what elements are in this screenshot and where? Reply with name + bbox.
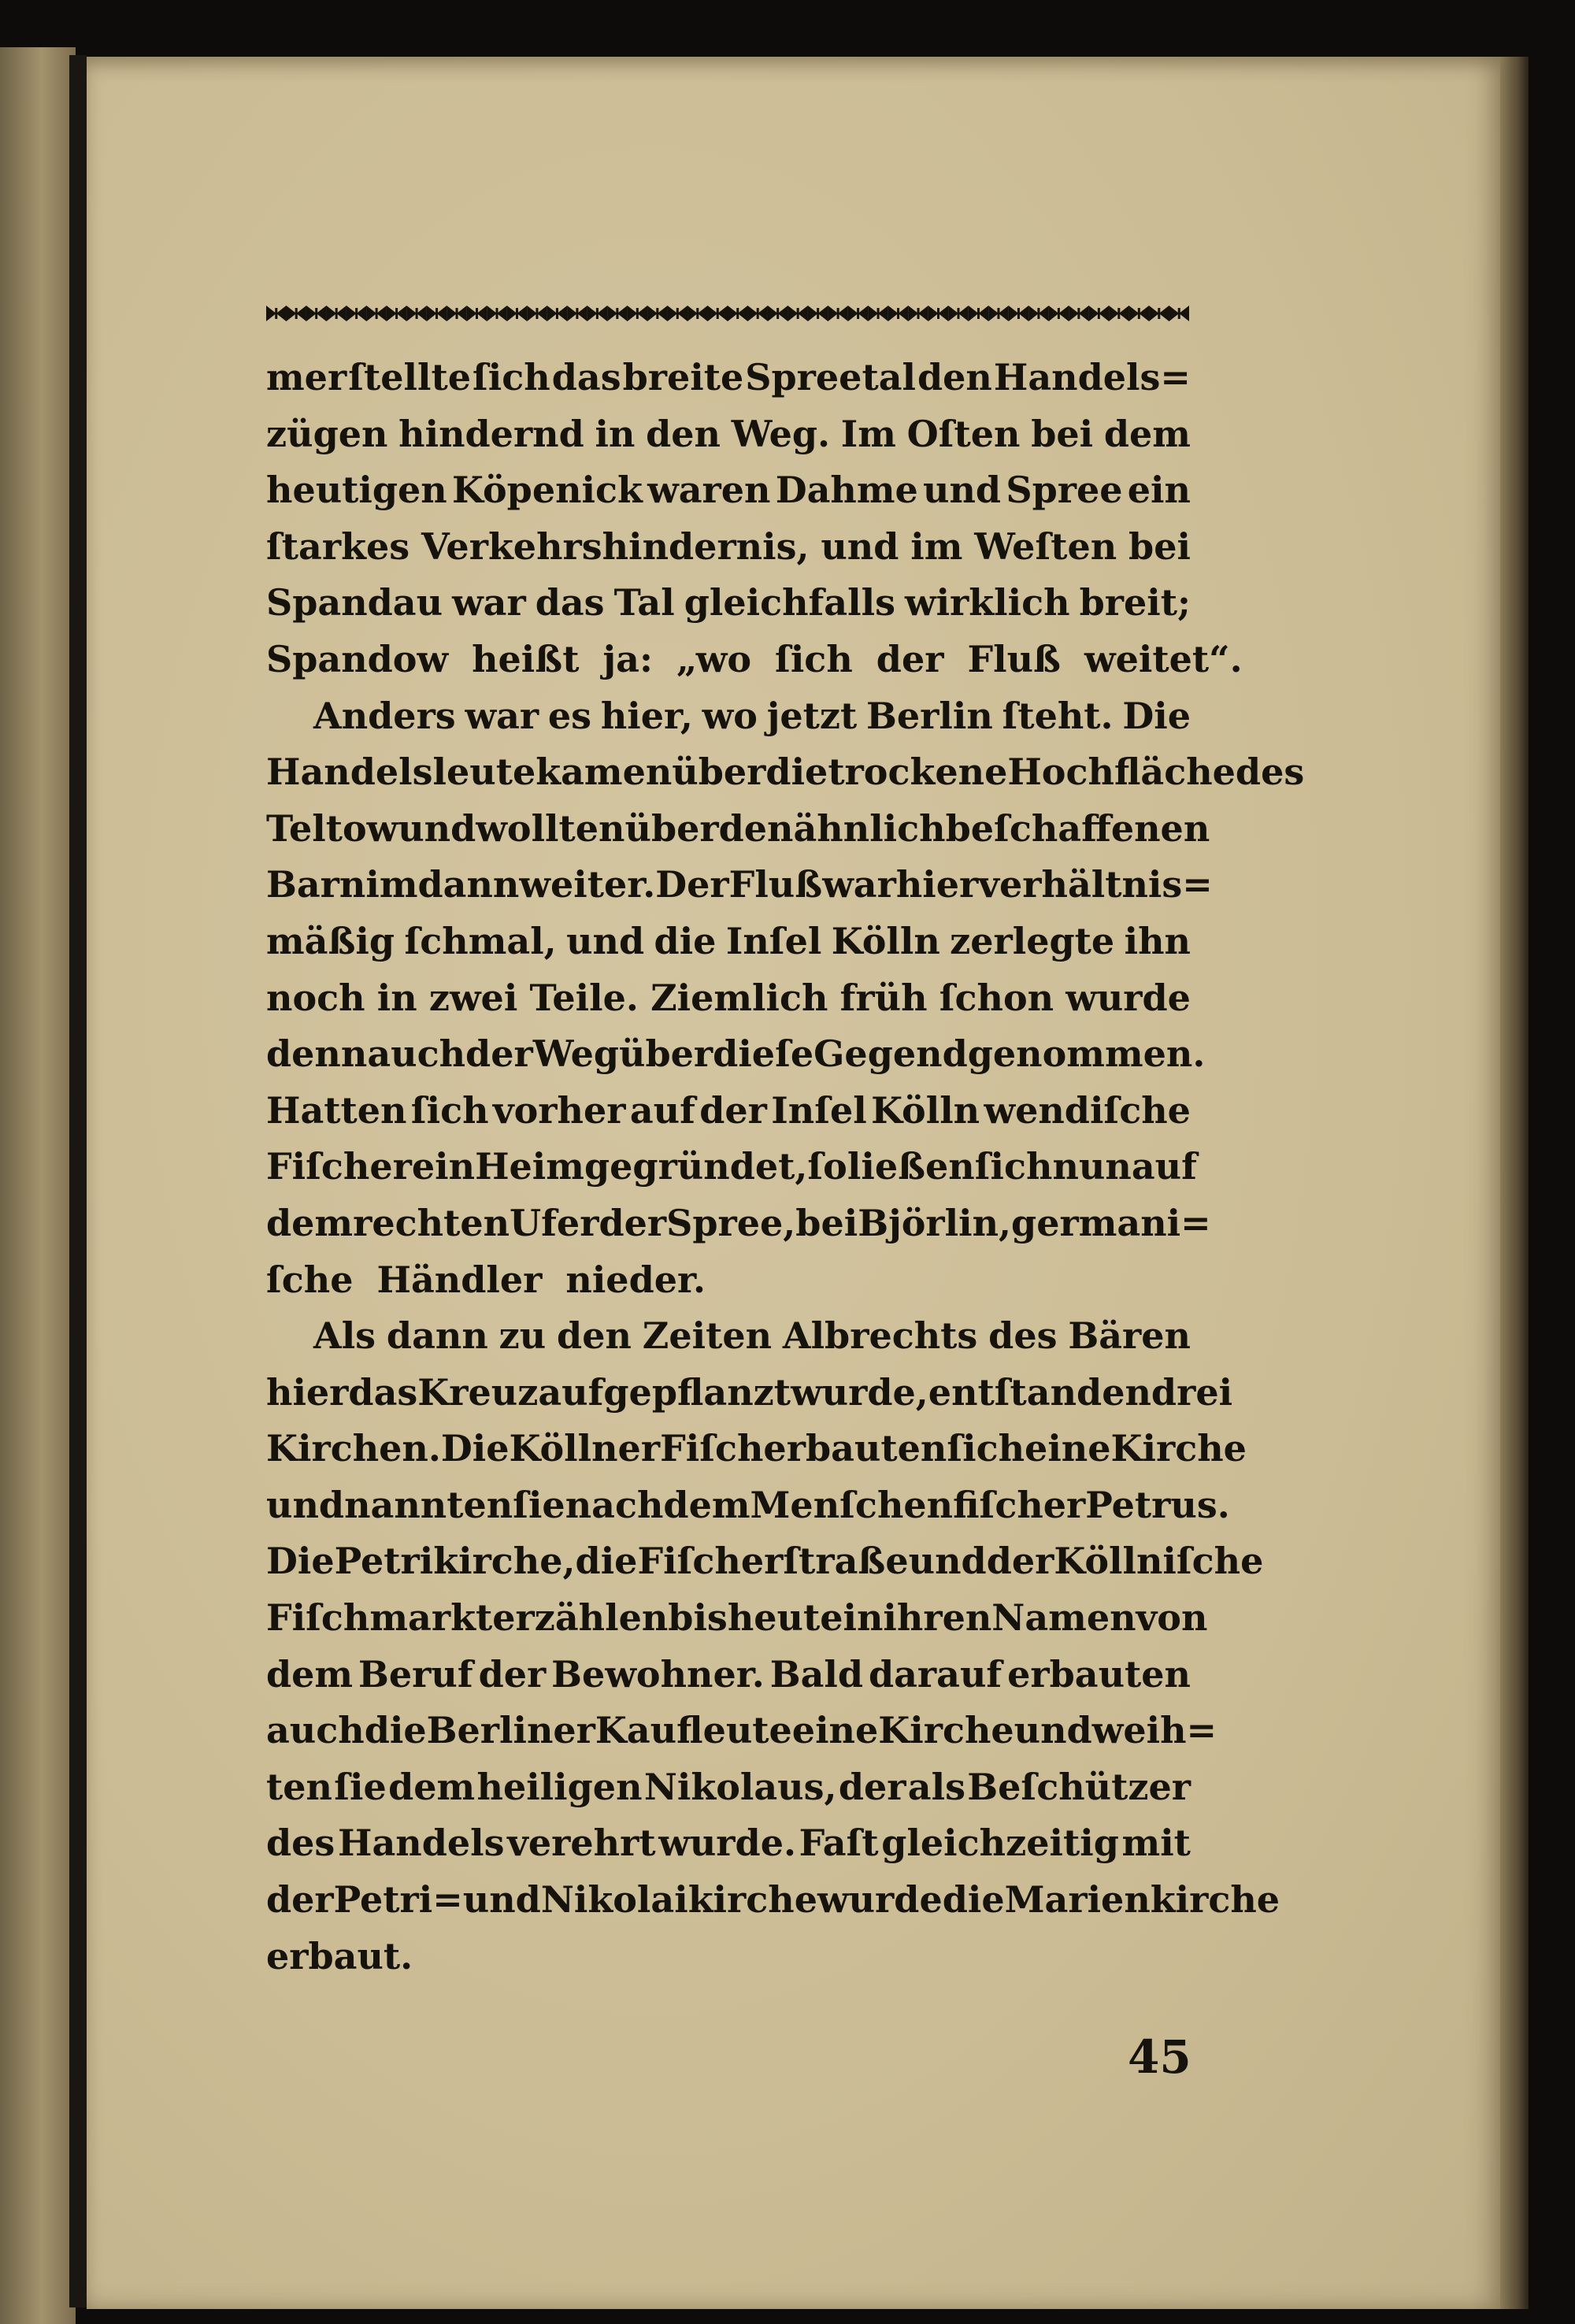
text-line: heutigen Köpenick waren Dahme und Spree ein bbox=[266, 469, 1191, 512]
text-line: hier das Kreuz aufgepflanzt wurde, entſtanden drei bbox=[266, 1370, 1233, 1414]
text-line: ſtarkes Verkehrshindernis, und im Weſten bei bbox=[266, 524, 1191, 568]
text-line: dem rechten Ufer der Spree, bei Björlin, germani= bbox=[266, 1201, 1211, 1244]
text-line: Barnim dann weiter. Der Fluß war hier verhältnis= bbox=[266, 863, 1213, 906]
text-line: Fiſcher ein Heim gegründet, ſo ließen ſich nun auf bbox=[266, 1145, 1197, 1188]
body-text bbox=[266, 350, 1305, 1985]
text-line: Spandau war das Tal gleichfalls wirklich breit; bbox=[266, 581, 1191, 625]
text-line: des Handels verehrt wurde. Faſt gleichzeitig mit bbox=[266, 1822, 1191, 1865]
text-line: dem Beruf der Bewohner. Bald darauf erbauten bbox=[266, 1652, 1191, 1696]
text-line: Als dann zu den Zeiten Albrechts des Bären bbox=[313, 1314, 1191, 1358]
text-line: Hatten ſich vorher auf der Inſel Kölln wendiſche bbox=[266, 1088, 1191, 1132]
ornamental-border bbox=[266, 304, 1189, 323]
previous-page-edge bbox=[0, 47, 76, 2324]
text-line: der Petri= und Nikolaikirche wurde die Marienkirche bbox=[266, 1878, 1280, 1922]
text-line: noch in zwei Teile. Ziemlich früh ſchon wurde bbox=[266, 976, 1191, 1019]
page-number: 45 bbox=[1128, 2030, 1191, 2084]
text-line: ſche Händler nieder. bbox=[266, 1258, 706, 1301]
text-line: mer ſtellte ſich das breite Spreetal den Handels= bbox=[266, 356, 1191, 398]
text-line: Kirchen. Die Köllner Fiſcher bauten ſich eine Kirche bbox=[266, 1427, 1247, 1470]
text-line: ten ſie dem heiligen Nikolaus, der als Beſchützer bbox=[266, 1765, 1191, 1808]
text-line: Fiſchmarkt erzählen bis heute in ihren Namen von bbox=[266, 1596, 1208, 1640]
text-line: Handelsleute kamen über die trockene Hochfläche des bbox=[266, 751, 1305, 794]
book-binding bbox=[69, 55, 87, 2307]
page-fore-edge bbox=[1500, 57, 1529, 2309]
text-line: mäßig ſchmal, und die Inſel Kölln zerlegte ihn bbox=[266, 919, 1191, 962]
text-line: zügen hindernd in den Weg. Im Oſten bei dem bbox=[266, 412, 1191, 455]
text-line: denn auch der Weg über dieſe Gegend genommen. bbox=[266, 1032, 1206, 1076]
text-line: Anders war es hier, wo jetzt Berlin ſteht. Die bbox=[313, 694, 1191, 737]
text-line: und nannten ſie nach dem Menſchenfiſcher Petrus. bbox=[266, 1483, 1230, 1526]
text-line: erbaut. bbox=[266, 1934, 413, 1977]
text-line: Spandow heißt ja: „wo ſich der Fluß weitet“. bbox=[266, 637, 1243, 680]
text-line: Die Petrikirche, die Fiſcherſtraße und der Köllniſche bbox=[266, 1540, 1264, 1583]
text-line: auch die Berliner Kaufleute eine Kirche und weih= bbox=[266, 1709, 1217, 1752]
text-line: Teltow und wollten über den ähnlich beſchaffenen bbox=[266, 806, 1210, 850]
